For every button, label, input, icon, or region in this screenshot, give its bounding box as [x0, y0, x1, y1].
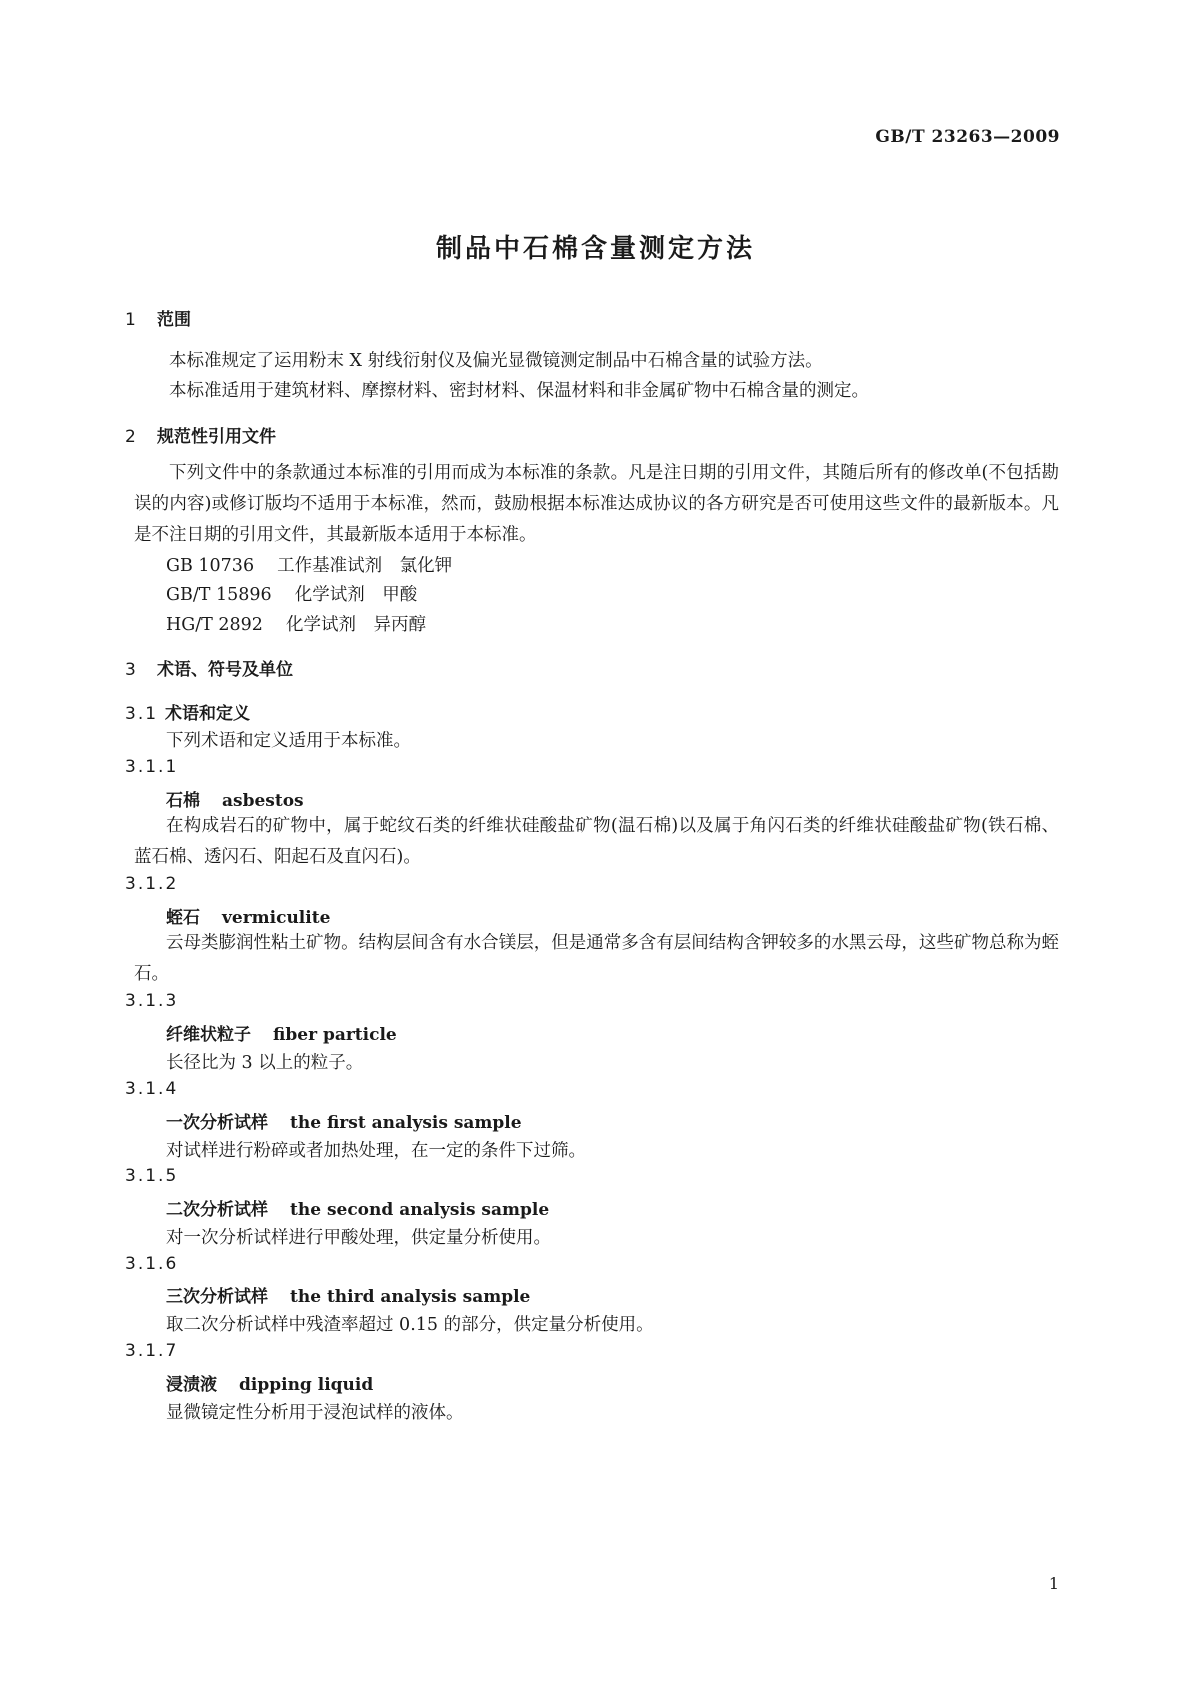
term-heading: [166, 1195, 549, 1220]
term-en: the first analysis sample: [290, 1113, 522, 1133]
section-1-paragraph-1: 本标准规定了运用粉末 X 射线衍射仪及偏光显微镜测定制品中石棉含量的试验方法。: [169, 351, 823, 371]
term-zh: 二次分析试样: [166, 1200, 268, 1220]
term-number: 3.1.3: [125, 991, 179, 1011]
section-number: 1: [125, 310, 136, 330]
term-zh: 蛭石: [166, 908, 200, 928]
section-title: 规范性引用文件: [157, 427, 276, 447]
page-number: 1: [1048, 1574, 1059, 1593]
standard-code: GB/T 23263—2009: [875, 127, 1060, 147]
term-heading: [166, 786, 304, 811]
term-number: 3.1.6: [125, 1254, 179, 1274]
reference-item: [166, 552, 452, 577]
term-en: dipping liquid: [239, 1375, 374, 1395]
section-title: 范围: [157, 310, 191, 330]
reference-code: HG/T 2892: [166, 615, 263, 635]
reference-code: GB/T 15896: [166, 585, 272, 605]
subsection-3-1-heading: [125, 699, 250, 724]
term-zh: 三次分析试样: [166, 1287, 268, 1307]
term-zh: 石棉: [166, 791, 200, 811]
term-heading: [166, 903, 330, 928]
term-definition: 在构成岩石的矿物中，属于蛇纹石类的纤维状硅酸盐矿物(温石棉)以及属于角闪石类的纤维状硅酸盐矿物(铁石棉、蓝石棉、透闪石、阳起石及直闪石)。: [134, 816, 1059, 867]
term-number: 3.1.7: [125, 1341, 179, 1361]
term-number: 3.1.5: [125, 1166, 179, 1186]
subsection-number: 3.1: [125, 704, 159, 724]
term-en: fiber particle: [273, 1025, 397, 1045]
term-heading: [166, 1020, 397, 1045]
reference-name: 化学试剂 甲酸: [294, 585, 418, 605]
term-en: the second analysis sample: [290, 1200, 550, 1220]
reference-item: [166, 581, 417, 606]
reference-name: 工作基准试剂 氯化钾: [277, 556, 453, 576]
term-heading: [166, 1282, 530, 1307]
term-definition: 对试样进行粉碎或者加热处理，在一定的条件下过筛。: [166, 1141, 586, 1161]
section-2-paragraph: 下列文件中的条款通过本标准的引用而成为本标准的条款。凡是注日期的引用文件，其随后所有的修改单(不包括勘误的内容)或修订版均不适用于本标准，然而，鼓励根据本标准达成协议的各方研究是否可使用这些文件的最新版本。凡是不注日期的引用文件，其最新版本适用于本标准。: [134, 463, 1059, 545]
term-heading: [166, 1370, 373, 1395]
section-3-heading: [125, 655, 293, 680]
subsection-title: 术语和定义: [165, 704, 250, 724]
section-1-heading: [125, 305, 191, 330]
term-number: 3.1.4: [125, 1079, 179, 1099]
document-title: 制品中石棉含量测定方法: [435, 234, 755, 264]
section-title: 术语、符号及单位: [157, 660, 293, 680]
term-definition: 长径比为 3 以上的粒子。: [166, 1053, 364, 1073]
term-en: asbestos: [222, 791, 304, 811]
reference-code: GB 10736: [166, 556, 255, 576]
section-1-paragraph-2: 本标准适用于建筑材料、摩擦材料、密封材料、保温材料和非金属矿物中石棉含量的测定。: [169, 381, 869, 401]
term-definition: 显微镜定性分析用于浸泡试样的液体。: [166, 1403, 464, 1423]
term-definition: 取二次分析试样中残渣率超过 0.15 的部分，供定量分析使用。: [166, 1315, 654, 1335]
term-definition: 云母类膨润性粘土矿物。结构层间含有水合镁层，但是通常多含有层间结构含钾较多的水黑云母，这些矿物总称为蛭石。: [134, 933, 1059, 984]
reference-name: 化学试剂 异丙醇: [286, 615, 426, 635]
term-en: vermiculite: [222, 908, 331, 928]
section-number: 2: [125, 427, 136, 447]
term-zh: 浸渍液: [166, 1375, 217, 1395]
term-zh: 一次分析试样: [166, 1113, 268, 1133]
term-heading: [166, 1108, 522, 1133]
section-2-heading: [125, 422, 276, 447]
section-number: 3: [125, 660, 136, 680]
subsection-3-1-intro: 下列术语和定义适用于本标准。: [166, 731, 411, 751]
term-number: 3.1.1: [125, 757, 179, 777]
term-zh: 纤维状粒子: [166, 1025, 251, 1045]
term-definition: 对一次分析试样进行甲酸处理，供定量分析使用。: [166, 1228, 551, 1248]
term-number: 3.1.2: [125, 874, 179, 894]
reference-item: [166, 611, 426, 636]
term-en: the third analysis sample: [290, 1287, 531, 1307]
